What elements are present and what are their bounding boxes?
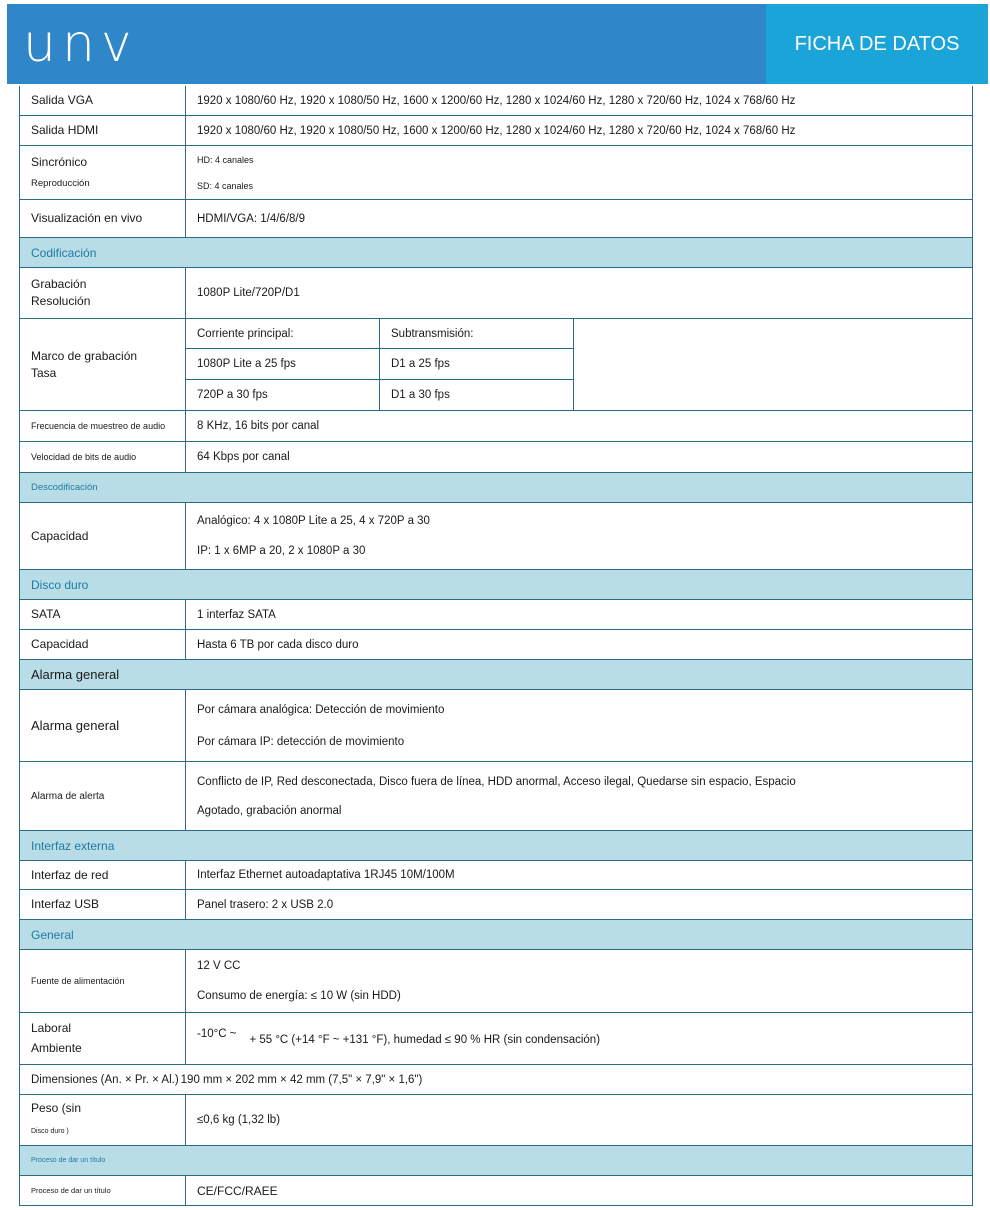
spec-row-dimensions <box>20 1065 972 1095</box>
row-value <box>186 690 972 761</box>
row-label: Velocidad de bits de audio <box>20 442 186 472</box>
row-value: 1 interfaz SATA <box>197 608 276 621</box>
spec-row-sata <box>20 600 972 630</box>
row-value-part: -10°C ~ <box>197 1027 237 1040</box>
row-value-line: Por cámara IP: detección de movimiento <box>197 735 405 748</box>
row-label <box>20 146 186 199</box>
row-label: SATA <box>20 600 186 629</box>
row-label <box>20 268 186 318</box>
section-header-external-interface: Interfaz externa <box>20 831 972 861</box>
row-value-line: Agotado, grabación anormal <box>197 804 342 817</box>
row-value: Panel trasero: 2 x USB 2.0 <box>197 898 334 911</box>
row-value <box>186 1013 972 1064</box>
row-label: Capacidad <box>20 503 186 569</box>
datasheet-tag: FICHA DE DATOS <box>766 4 988 84</box>
row-value: CE/FCC/RAEE <box>197 1183 278 1198</box>
row-value: HDMI/VGA: 1/4/6/8/9 <box>197 212 306 225</box>
header-bar <box>7 4 988 84</box>
frame-rate-subtable <box>186 319 972 410</box>
subtable-header-row <box>186 319 972 349</box>
spec-row-weight <box>20 1095 972 1146</box>
spec-row-hdmi <box>20 116 972 146</box>
spec-row-audio-bitrate <box>20 442 972 473</box>
dimensions-line <box>20 1065 422 1094</box>
unv-logo: unv <box>23 14 138 74</box>
row-value: 8 KHz, 16 bits por canal <box>197 420 320 432</box>
spec-row-disk-capacity <box>20 630 972 660</box>
row-label: Alarma general <box>20 690 186 761</box>
spec-row-network <box>20 861 972 890</box>
row-label: Fuente de alimentación <box>20 950 186 1012</box>
subtable-cell: 1080P Lite a 25 fps <box>186 349 380 379</box>
spec-row-frame-rate <box>20 319 972 411</box>
spec-row-certification <box>20 1176 972 1206</box>
row-value-line: HD: 4 canales <box>197 154 254 165</box>
row-label-line: Disco duro ) <box>31 1128 69 1135</box>
row-label: Dimensiones (An. × Pr. × Al.) <box>31 1073 179 1086</box>
row-value: Interfaz Ethernet autoadaptativa 1RJ45 10M/100M <box>197 869 455 881</box>
spec-row-audio-sampling <box>20 411 972 442</box>
row-value <box>186 762 972 830</box>
row-label-line: Reproducción <box>31 177 90 189</box>
row-value-line: IP: 1 x 6MP a 20, 2 x 1080P a 30 <box>197 545 366 557</box>
subtable-row <box>186 349 972 379</box>
row-label: Interfaz USB <box>20 890 186 919</box>
row-value: 1080P Lite/720P/D1 <box>197 287 300 299</box>
spec-row-decode-capacity <box>20 503 972 570</box>
row-label: Frecuencia de muestreo de audio <box>20 411 186 441</box>
row-label-line: Peso (sin <box>31 1101 82 1115</box>
row-label: Interfaz de red <box>20 861 186 889</box>
subtable-row <box>186 380 972 410</box>
row-value-line: Analógico: 4 x 1080P Lite a 25, 4 x 720P a 30 <box>197 515 430 527</box>
row-value-line: 12 V CC <box>197 960 241 972</box>
section-header-decoding: Descodificación <box>20 473 972 503</box>
row-label: Salida VGA <box>20 86 186 115</box>
row-label-line: Tasa <box>31 365 57 380</box>
subtable-cell: D1 a 30 fps <box>380 380 574 410</box>
subtable-cell: D1 a 25 fps <box>380 349 574 379</box>
row-value-line: SD: 4 canales <box>197 180 254 191</box>
subtable-header-sub: Subtransmisión: <box>380 319 574 349</box>
subtable-empty <box>574 380 972 410</box>
spec-row-alert-alarm <box>20 762 972 831</box>
row-value-line: Conflicto de IP, Red desconectada, Disco fuera de línea, HDD anormal, Acceso ilegal, Quedarse sin espacio, Espacio <box>197 775 796 788</box>
spec-table <box>19 86 973 1206</box>
row-label-line: Marco de grabación <box>31 348 138 363</box>
row-value: 64 Kbps por canal <box>197 451 290 463</box>
section-header-general-alarm: Alarma general <box>20 660 972 690</box>
section-header-certification: Proceso de dar un título <box>20 1146 972 1176</box>
spec-row-sync-playback <box>20 146 972 200</box>
row-label-line: Laboral <box>31 1021 72 1035</box>
row-label: Visualización en vivo <box>20 200 186 237</box>
row-label <box>20 1013 186 1064</box>
row-label-line: Resolución <box>31 294 91 308</box>
row-value: 190 mm × 202 mm × 42 mm (7,5" × 7,9" × 1,6") <box>180 1073 423 1086</box>
subtable-cell: 720P a 30 fps <box>186 380 380 410</box>
row-label-line: Sincrónico <box>31 154 88 169</box>
spec-row-record-resolution <box>20 268 972 319</box>
section-header-general: General <box>20 920 972 950</box>
section-header-hard-disk: Disco duro <box>20 570 972 600</box>
row-label <box>20 319 186 410</box>
spec-row-general-alarm <box>20 690 972 762</box>
row-value: Hasta 6 TB por cada disco duro <box>197 638 359 651</box>
row-value <box>186 146 972 199</box>
spec-row-live-view <box>20 200 972 238</box>
row-label-line: Grabación <box>31 277 87 291</box>
row-value <box>186 503 972 569</box>
row-value: 1920 x 1080/60 Hz, 1920 x 1080/50 Hz, 1600 x 1200/60 Hz, 1280 x 1024/60 Hz, 1280 x 720/60 Hz, 1024 x 768/60 Hz <box>197 124 796 137</box>
row-label-line: Ambiente <box>31 1041 82 1055</box>
subtable-header-main: Corriente principal: <box>186 319 380 349</box>
row-value-line: Consumo de energía: ≤ 10 W (sin HDD) <box>197 990 401 1002</box>
row-value: ≤0,6 kg (1,32 lb) <box>197 1114 281 1126</box>
section-header-encoding: Codificación <box>20 238 972 268</box>
spec-row-power <box>20 950 972 1013</box>
spec-row-environment <box>20 1013 972 1065</box>
row-label: Alarma de alerta <box>20 762 186 830</box>
row-label: Proceso de dar un título <box>20 1176 186 1205</box>
row-value-part: + 55 °C (+14 °F ~ +131 °F), humedad ≤ 90 % HR (sin condensación) <box>249 1033 601 1046</box>
row-label <box>20 1095 186 1145</box>
subtable-empty <box>574 349 972 379</box>
row-label: Salida HDMI <box>20 116 186 145</box>
row-value-line: Por cámara analógica: Detección de movimiento <box>197 703 445 716</box>
spec-row-usb <box>20 890 972 920</box>
row-value: 1920 x 1080/60 Hz, 1920 x 1080/50 Hz, 1600 x 1200/60 Hz, 1280 x 1024/60 Hz, 1280 x 720/60 Hz, 1024 x 768/60 Hz <box>197 94 796 107</box>
row-value <box>186 950 972 1012</box>
row-label: Capacidad <box>20 630 186 659</box>
subtable-empty <box>574 319 972 349</box>
spec-row-vga <box>20 86 972 116</box>
